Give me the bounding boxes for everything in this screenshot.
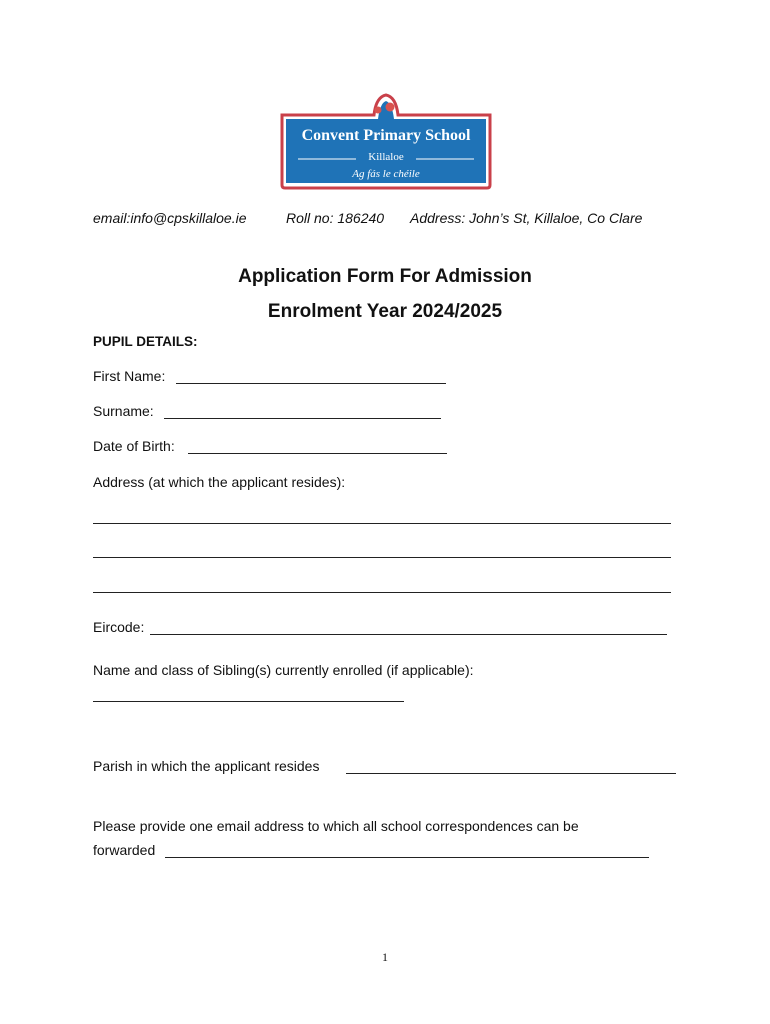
pupil-details-heading: PUPIL DETAILS:: [93, 334, 198, 349]
logo-location: Killaloe: [368, 151, 404, 163]
email-forwarded-label: forwarded: [93, 842, 156, 858]
address-line-2-field[interactable]: [93, 557, 671, 558]
parish-label: Parish in which the applicant resides: [93, 758, 320, 774]
address-label: Address (at which the applicant resides):: [93, 474, 346, 490]
contact-roll-number: Roll no: 186240: [286, 210, 385, 226]
sibling-label: Name and class of Sibling(s) currently enrolled (if applicable):: [93, 662, 474, 678]
school-logo: [278, 93, 494, 190]
dob-field[interactable]: [188, 453, 447, 454]
contact-address: Address: John’s St, Killaloe, Co Clare: [410, 210, 643, 226]
parish-field[interactable]: [346, 773, 676, 774]
page-number: 1: [382, 950, 388, 964]
dob-label: Date of Birth:: [93, 438, 175, 454]
eircode-label: Eircode:: [93, 619, 145, 635]
sibling-field[interactable]: [93, 701, 404, 702]
first-name-field[interactable]: [176, 383, 446, 384]
surname-label: Surname:: [93, 403, 154, 419]
logo-motto: Ag fás le chéile: [352, 168, 420, 180]
email-field[interactable]: [165, 857, 649, 858]
contact-email: email:info@cpskillaloe.ie: [93, 210, 247, 226]
email-request-label: Please provide one email address to which all school correspondences can be: [93, 818, 579, 834]
surname-field[interactable]: [164, 418, 441, 419]
logo-school-name: Convent Primary School: [301, 127, 471, 144]
address-line-3-field[interactable]: [93, 592, 671, 593]
form-subtitle: Enrolment Year 2024/2025: [267, 301, 503, 322]
address-line-1-field[interactable]: [93, 523, 671, 524]
eircode-field[interactable]: [150, 634, 667, 635]
first-name-label: First Name:: [93, 368, 166, 384]
form-title: Application Form For Admission: [238, 266, 532, 287]
